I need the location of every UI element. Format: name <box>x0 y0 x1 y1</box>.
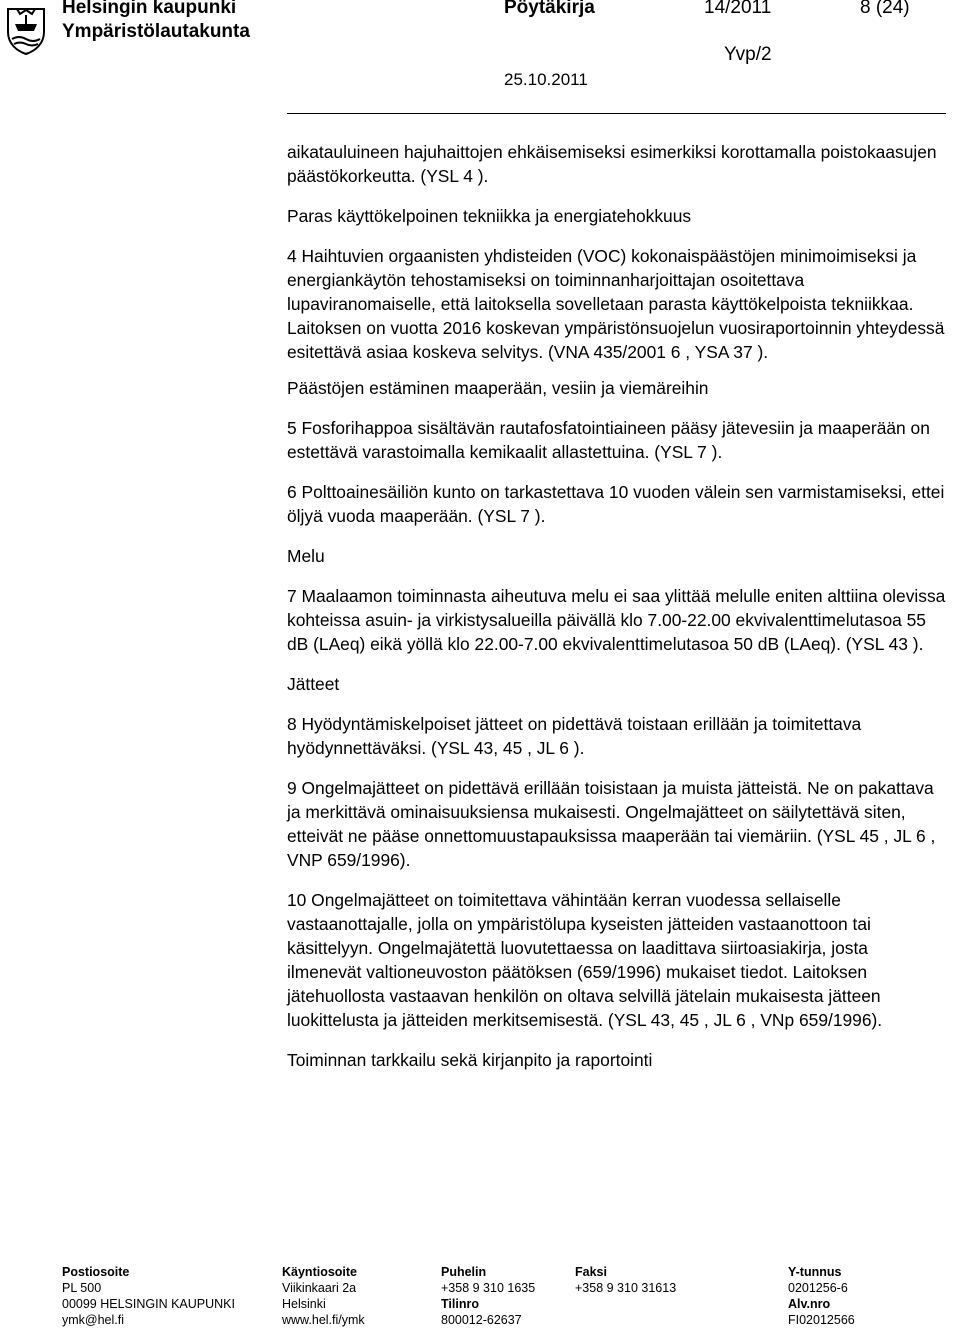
paragraph: 7 Maalaamon toiminnasta aiheutuva melu ei saa ylittää melulle eniten alttiina olevissa kohteissa asuin- ja virkistysalueilla päivällä klo 7.00-22.00 ekvivalenttimelutasoa 55 dB (LAeq) eikä yöllä klo 22.00-7.00 ekvivalenttimelutasoa 50 dB (LAeq). (YSL 43 ). <box>287 586 946 654</box>
footer-postal-address <box>62 1264 235 1328</box>
footer-value: PL 500 <box>62 1281 102 1295</box>
section-code: Yvp/2 <box>724 44 772 65</box>
document-number: 14/2011 <box>704 0 772 18</box>
board-name: Ympäristölautakunta <box>62 21 250 42</box>
footer-heading: Tilinro <box>441 1297 479 1311</box>
footer-fax <box>575 1264 676 1296</box>
footer-value: Helsinki <box>282 1297 326 1311</box>
footer-website: www.hel.fi/ymk <box>282 1313 365 1327</box>
footer-value: Viikinkaari 2a <box>282 1281 357 1295</box>
footer-heading: Alv.nro <box>788 1297 831 1311</box>
footer-business-id <box>788 1264 855 1328</box>
meeting-date: 25.10.2011 <box>504 70 588 89</box>
section-heading: Jätteet <box>287 674 340 694</box>
section-heading: Melu <box>287 546 325 566</box>
paragraph: 8 Hyödyntämiskelpoiset jätteet on pidettävä toistaan erillään ja toimitettava hyödynnettäväksi. (YSL 43, 45 , JL 6 ). <box>287 714 862 758</box>
section-heading: Toiminnan tarkkailu sekä kirjanpito ja raportointi <box>287 1050 653 1070</box>
footer-visiting-address <box>282 1264 365 1328</box>
footer-heading: Puhelin <box>441 1265 487 1279</box>
paragraph: aikatauluineen hajuhaittojen ehkäisemiseksi esimerkiksi korottamalla poistokaasujen päästökorkeutta. (YSL 4 ). <box>287 142 937 186</box>
paragraph: 6 Polttoainesäiliön kunto on tarkastettava 10 vuoden välein sen varmistamiseksi, ettei öljyä vuoda maaperään. (YSL 7 ). <box>287 482 945 526</box>
document-body <box>287 140 947 1088</box>
page-footer <box>62 1264 942 1332</box>
footer-value: 00099 HELSINGIN KAUPUNKI <box>62 1297 235 1311</box>
footer-heading: Postiosoite <box>62 1265 130 1279</box>
section-heading: Päästöjen estäminen maaperään, vesiin ja viemäreihin <box>287 378 709 398</box>
header-divider <box>287 113 946 114</box>
footer-heading: Y-tunnus <box>788 1265 842 1279</box>
footer-value: 0201256-6 <box>788 1281 848 1295</box>
paragraph: 9 Ongelmajätteet on pidettävä erillään toisistaan ja muista jätteistä. Ne on pakattava ja merkittävä ominaisuuksiensa mukaisesti. Ongelmajätteet on säilytettävä siten, etteivät ne pääse onnettomuustapauksissa maaperään tai viemäriin. (YSL 45 , JL 6 , VNP 659/1996). <box>287 778 936 870</box>
footer-value: FI02012566 <box>788 1313 855 1327</box>
document-type: Pöytäkirja <box>504 0 595 18</box>
footer-heading: Käyntiosoite <box>282 1265 358 1279</box>
paragraph: 10 Ongelmajätteet on toimitettava vähintään kerran vuodessa sellaiselle vastaanottajalle, jolla on ympäristölupa kyseisten jätteiden vastaanottoon tai käsittelyyn. Ongelmajätettä luovutettaessa on laadittava siirtoasiakirja, josta ilmenevät valtioneuvoston päätöksen (659/1996) mukaiset tiedot. Laitoksen jätehuollosta vastaavan henkilön on oltava selvillä jätelain mukaisesta jätteen luokittelusta ja jätteiden merkitsemisestä. (YSL 43, 45 , JL 6 , VNp 659/1996). <box>287 890 883 1030</box>
paragraph: 4 Haihtuvien orgaanisten yhdisteiden (VOC) kokonaispäästöjen minimoimiseksi ja energiankäytön tehostamiseksi on toiminnanharjoittajan osoitettava lupaviranomaiselle, että laitoksella sovelletaan parasta käyttökelpoista tekniikkaa. Laitoksen on vuotta 2016 koskevan ympäristönsuojelun vuosiraportoinnin yhteydessä esitettävä asiaa koskeva selvitys. (VNA 435/2001 6 , YSA 37 ). <box>287 246 945 362</box>
footer-value: +358 9 310 1635 <box>441 1281 536 1295</box>
page-number: 8 (24) <box>860 0 910 18</box>
section-heading: Paras käyttökelpoinen tekniikka ja energiatehokkuus <box>287 206 692 226</box>
footer-value: 800012-62637 <box>441 1313 522 1327</box>
helsinki-crest-icon <box>6 6 46 56</box>
page-header <box>0 0 960 118</box>
paragraph: 5 Fosforihappoa sisältävän rautafosfatointiaineen pääsy jätevesiin ja maaperään on estettävä varastoimalla kemikaalit allastettuina. (YSL 7 ). <box>287 418 930 462</box>
footer-email: ymk@hel.fi <box>62 1313 125 1327</box>
footer-value: +358 9 310 31613 <box>575 1281 677 1295</box>
city-name: Helsingin kaupunki <box>62 0 237 18</box>
footer-heading: Faksi <box>575 1265 607 1279</box>
footer-phone <box>441 1264 535 1328</box>
